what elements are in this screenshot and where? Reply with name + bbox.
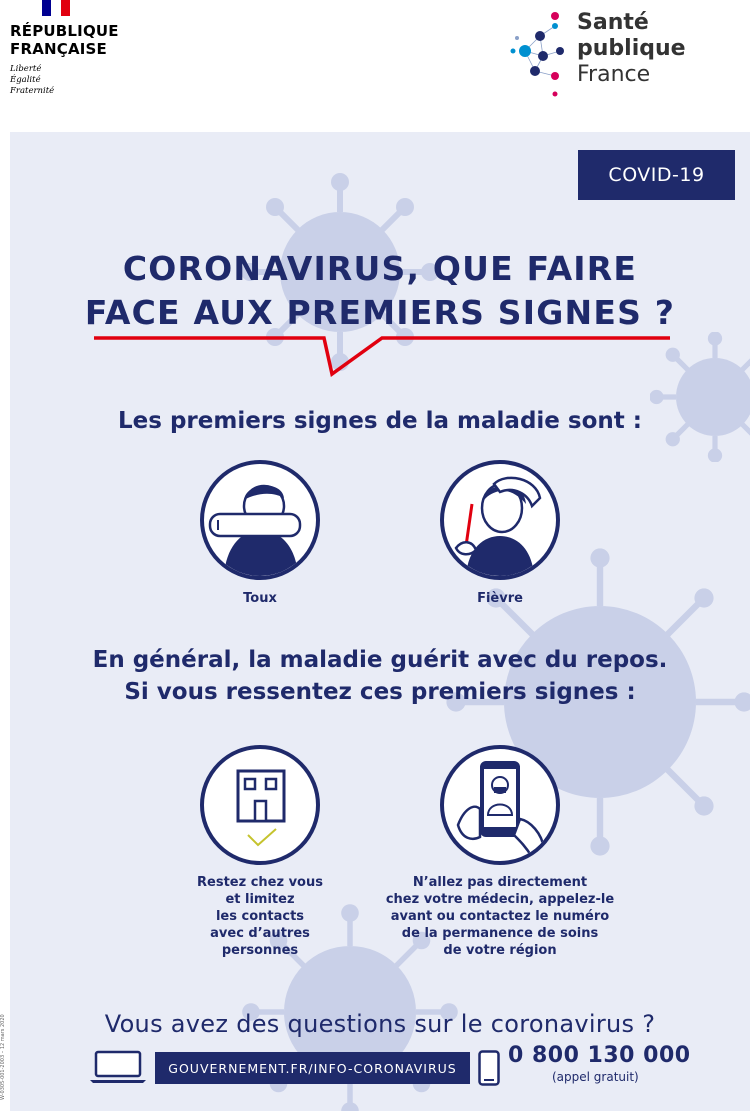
symptom-label-fever: Fièvre: [477, 591, 523, 606]
advice-call-doctor: N’allez pas directement chez votre médecin, appelez-le avant ou contactez le numéro de la permanence de soins de votre région: [385, 875, 615, 958]
phone-doctor-icon: [444, 749, 556, 861]
speech-bubble-underline: [92, 330, 672, 380]
advice-stay-home: Restez chez vous et limitez les contacts avec d’autres personnes: [197, 875, 323, 958]
cough-circle: [200, 460, 320, 580]
fever-icon: [444, 464, 556, 576]
sante-publique-france-logo: [505, 6, 745, 106]
phone-icon: [478, 1050, 500, 1086]
cough-icon: [204, 464, 316, 576]
marianne-flag-icon: [42, 0, 70, 16]
spf-name: Santé publique France: [577, 10, 686, 87]
symptom-label-cough: Toux: [243, 591, 277, 606]
questions-text: Vous avez des questions sur le coronavirus ?: [104, 1010, 656, 1038]
page-title: CORONAVIRUS, QUE FAIRE FACE AUX PREMIERS SIGNES ?: [84, 249, 676, 332]
info-url-link[interactable]: GOUVERNEMENT.FR/INFO-CORONAVIRUS: [155, 1052, 470, 1084]
rf-title: RÉPUBLIQUE FRANÇAISE: [10, 22, 119, 58]
rf-motto: Liberté Égalité Fraternité: [10, 64, 55, 96]
laptop-icon: [88, 1050, 148, 1084]
covid-badge: COVID-19: [578, 150, 735, 200]
hotline-number[interactable]: 0 800 130 000: [508, 1043, 691, 1068]
recovery-text: En général, la maladie guérit avec du repos. Si vous ressentez ces premiers signes :: [92, 647, 668, 705]
house-icon: [204, 749, 316, 861]
fever-circle: [440, 460, 560, 580]
symptoms-heading: Les premiers signes de la maladie sont :: [118, 408, 642, 434]
house-circle: [200, 745, 320, 865]
document-reference: W-0305-001-2003 – 12 mars 2020: [0, 1014, 6, 1100]
hotline-note: (appel gratuit): [552, 1070, 639, 1084]
phone-doctor-circle: [440, 745, 560, 865]
header: [0, 0, 750, 130]
spf-dots-icon: [505, 6, 575, 106]
